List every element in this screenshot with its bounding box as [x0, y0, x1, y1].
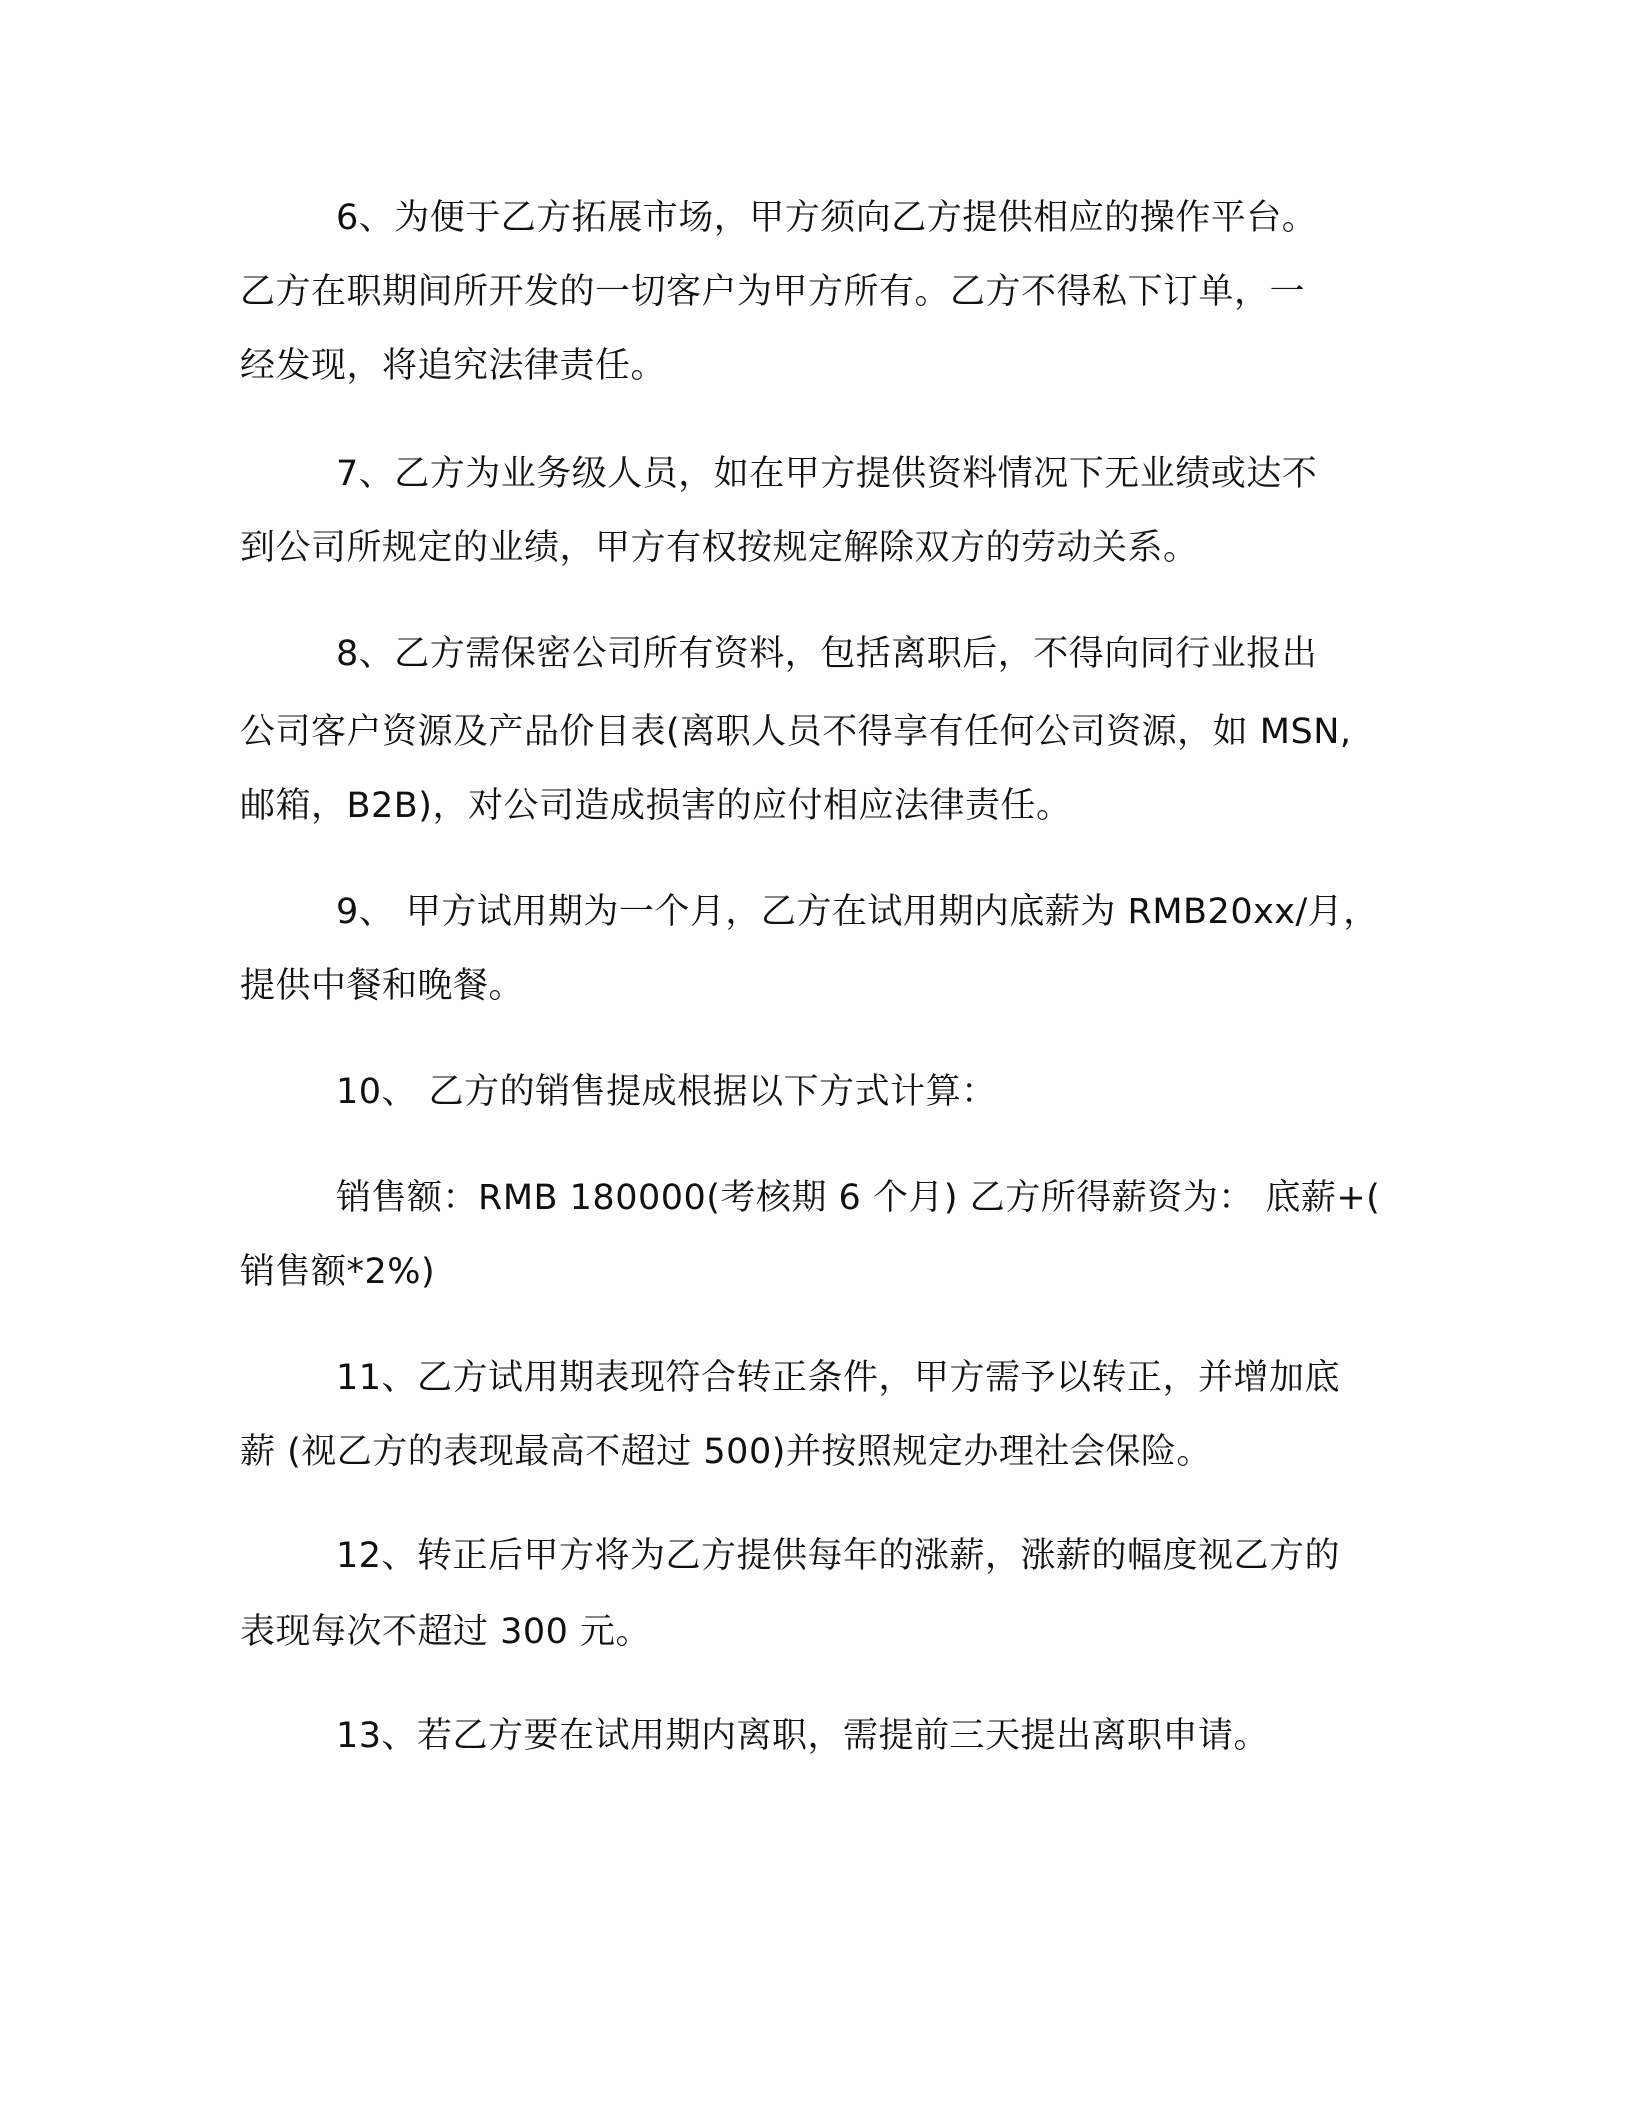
clause-line: 销售额：RMB 180000(考核期 6 个月) 乙方所得薪资为： 底薪+(	[336, 1178, 1381, 1218]
clause-line: 8、乙方需保密公司所有资料，包括离职后，不得向同行业报出	[336, 634, 1318, 674]
clause-line: 提供中餐和晚餐。	[240, 966, 525, 1006]
clause-line: 13、若乙方要在试用期内离职，需提前三天提出离职申请。	[336, 1716, 1270, 1756]
clause-line: 到公司所规定的业绩，甲方有权按规定解除双方的劳动关系。	[240, 528, 1199, 568]
clause-line: 乙方在职期间所开发的一切客户为甲方所有。乙方不得私下订单，一	[240, 272, 1306, 312]
clause-line: 11、乙方试用期表现符合转正条件，甲方需予以转正，并增加底	[336, 1358, 1341, 1398]
clause-line: 12、转正后甲方将为乙方提供每年的涨薪，涨薪的幅度视乙方的	[336, 1536, 1341, 1576]
clause-line: 7、乙方为业务级人员，如在甲方提供资料情况下无业绩或达不	[336, 454, 1318, 494]
clause-line: 销售额*2%)	[240, 1252, 436, 1292]
clause-line: 9、 甲方试用期为一个月，乙方在试用期内底薪为 RMB20xx/月，	[336, 892, 1379, 932]
clause-line: 10、 乙方的销售提成根据以下方式计算：	[336, 1072, 997, 1112]
clause-line: 薪 (视乙方的表现最高不超过 500)并按照规定办理社会保险。	[240, 1432, 1212, 1472]
clause-line: 6、为便于乙方拓展市场，甲方须向乙方提供相应的操作平台。	[336, 198, 1318, 238]
clause-line: 邮箱，B2B)，对公司造成损害的应付相应法律责任。	[240, 786, 1072, 826]
clause-line: 表现每次不超过 300 元。	[240, 1612, 652, 1652]
clause-line: 经发现，将追究法律责任。	[240, 346, 667, 386]
clause-line: 公司客户资源及产品价目表(离职人员不得享有任何公司资源，如 MSN,	[240, 712, 1352, 752]
